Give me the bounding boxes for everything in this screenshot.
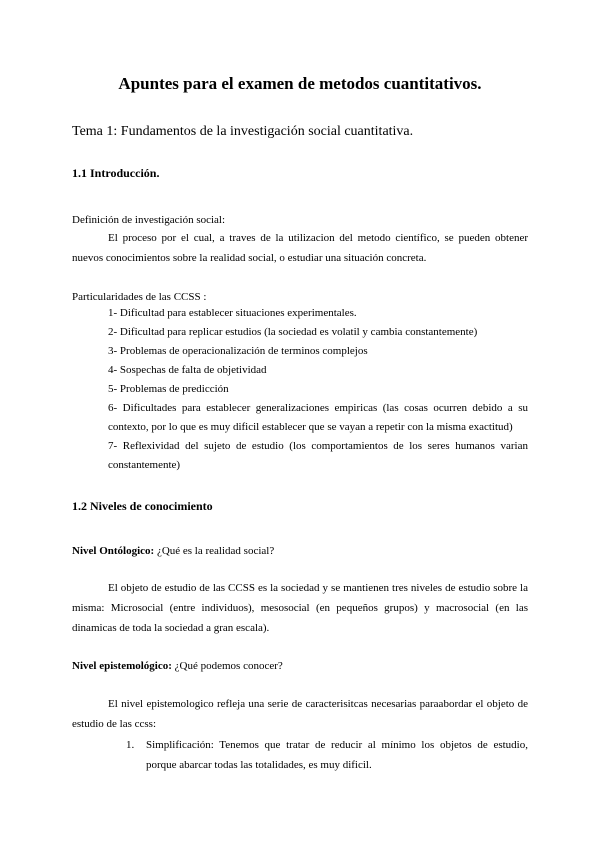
ontologico-label: Nivel Ontólogico: — [72, 545, 155, 557]
numbered-item-text: Simplificación: Tenemos que tratar de reducir al mínimo los objetos de estudio, porque abarcar todas las totalidades, es muy dificil. — [146, 739, 528, 771]
list-item: 6- Dificultades para establecer generalizaciones empiricas (las cosas ocurren debido a su contexto, por lo que es muy dificil establecer que se vayan a repetir con la misma exactitud) — [108, 402, 528, 433]
section-1-1-heading: 1.1 Introducción. — [72, 166, 160, 180]
list-item: 5- Problemas de predicción — [108, 383, 229, 395]
list-item: 2- Dificultad para replicar estudios (la sociedad es volatil y cambia constantemente) — [108, 326, 478, 338]
epistemologico-label: Nivel epistemológico: — [72, 660, 172, 672]
numbered-item-number: 1. — [126, 739, 135, 751]
definition-text: El proceso por el cual, a traves de la utilizacion del metodo científico, se pueden obtener nuevos conocimientos sobre la realidad social, o estudiar una situación concreta. — [72, 232, 528, 264]
numbered-item — [126, 735, 528, 775]
epistemologico-text: El nivel epistemologico refleja una serie de caracterisitcas necesarias paraabordar el objeto de estudio de las ccss: — [72, 698, 528, 730]
document-title: Apuntes para el examen de metodos cuantitativos. — [118, 74, 482, 93]
list-item: 1- Dificultad para establecer situaciones experimentales. — [108, 307, 357, 319]
list-item: 3- Problemas de operacionalización de terminos complejos — [108, 345, 368, 357]
section-1-2-heading: 1.2 Niveles de conocimiento — [72, 499, 213, 513]
epistemologico-line — [72, 659, 283, 673]
definition-label: Definición de investigación social: — [72, 214, 226, 226]
epistemologico-question: ¿Qué podemos conocer? — [171, 660, 283, 672]
ontologico-question: ¿Qué es la realidad social? — [154, 545, 275, 557]
ontologico-line — [72, 544, 274, 558]
particularidades-list — [108, 304, 528, 475]
list-item: 4- Sospechas de falta de objetividad — [108, 364, 267, 376]
particularidades-label: Particularidades de las CCSS : — [72, 291, 207, 303]
tema-heading: Tema 1: Fundamentos de la investigación social cuantitativa. — [72, 124, 414, 139]
ontologico-text: El objeto de estudio de las CCSS es la sociedad y se mantienen tres niveles de estudio sobre la misma: Microsocial (entre individuos), mesosocial (en pequeños grupos) y macrosocial (en las dinamicas de toda la sociedad a gran escala). — [72, 582, 528, 634]
list-item: 7- Reflexividad del sujeto de estudio (los comportamientos de los seres humanos varian constantemente) — [108, 440, 528, 471]
